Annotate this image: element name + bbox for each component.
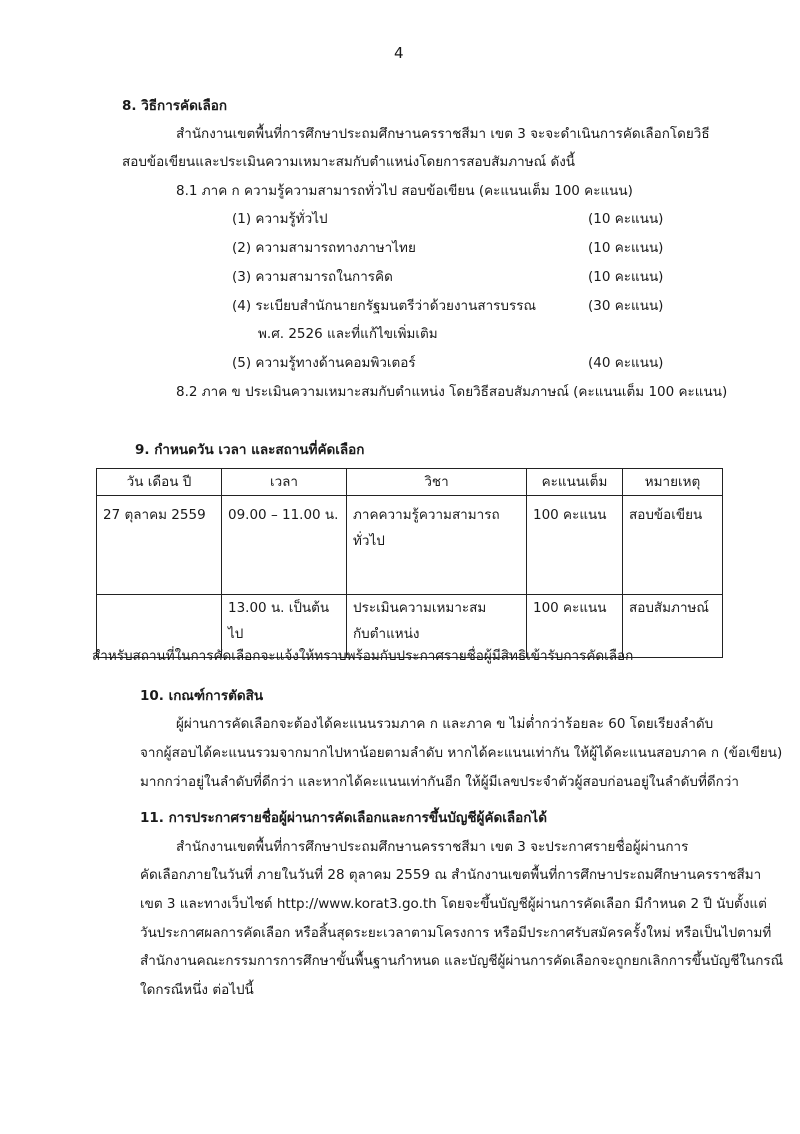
item5-score: (40 คะแนน) [588,355,664,371]
section10-line2: จากผู้สอบได้คะแนนรวมจากมากไปหาน้อยตามลำดับ หากได้คะแนนเท่ากัน ให้ผู้ได้คะแนนสอบภาค ก (ข้อเขียน) [140,745,783,761]
col-score: คะแนนเต็ม [527,469,623,496]
item1-label: (1) ความรู้ทั่วไป [232,211,328,227]
row2-subject-line2: กับตำแหน่ง [353,626,420,642]
schedule-table [96,468,723,658]
row2-note-text: สอบสัมภาษณ์ [629,600,709,616]
item2-label: (2) ความสามารถทางภาษาไทย [232,240,416,256]
item5-label: (5) ความรู้ทางด้านคอมพิวเตอร์ [232,355,416,371]
item2-score: (10 คะแนน) [588,240,664,256]
item1-score: (10 คะแนน) [588,211,664,227]
row1-time [222,496,347,595]
col-subject: วิชา [347,469,527,496]
table-header-row [97,469,723,496]
row1-note-text: สอบข้อเขียน [629,507,703,523]
section8-para-line1: สำนักงานเขตพื้นที่การศึกษาประถมศึกษานครราชสีมา เขต 3 จะจะดำเนินการคัดเลือกโดยวิธี [176,126,710,142]
item4-continuation: พ.ศ. 2526 และที่แก้ไขเพิ่มเติม [258,326,438,342]
row1-subject-line1: ภาคความรู้ความสามารถ [353,507,500,523]
section9-heading: 9. กำหนดวัน เวลา และสถานที่คัดเลือก [135,442,365,458]
section10-line1: ผู้ผ่านการคัดเลือกจะต้องได้คะแนนรวมภาค ก และภาค ข ไม่ต่ำกว่าร้อยละ 60 โดยเรียงลำดับ [176,716,714,732]
row2-subject-line1: ประเมินความเหมาะสม [353,600,487,616]
col-date: วัน เดือน ปี [97,469,222,496]
section11-line5: สำนักงานคณะกรรมการการศึกษาขั้นพื้นฐานกำหนด และบัญชีผู้ผ่านการคัดเลือกจะถูกยกเลิกการขึ้นบัญชีในกรณี [140,953,784,969]
row1-subject [347,496,527,595]
row1-time-text: 09.00 – 11.00 น. [228,507,339,523]
col-note: หมายเหตุ [623,469,723,496]
row1-date-text: 27 ตุลาคม 2559 [103,507,206,523]
section11-line6: ใดกรณีหนึ่ง ต่อไปนี้ [140,982,254,998]
row2-time-text: 13.00 น. เป็นต้นไป [228,600,330,642]
row1-score [527,496,623,595]
item3-label: (3) ความสามารถในการคิด [232,269,393,285]
row1-score-text: 100 คะแนน [533,507,607,523]
row1-subject-line2: ทั่วไป [353,533,385,549]
item3-score: (10 คะแนน) [588,269,664,285]
row2-score-text: 100 คะแนน [533,600,607,616]
page-number: 4 [394,44,404,62]
item4-label: (4) ระเบียบสำนักนายกรัฐมนตรีว่าด้วยงานสารบรรณ [232,298,537,314]
item4-score: (30 คะแนน) [588,298,664,314]
row1-date [97,496,222,595]
section11-heading: 11. การประกาศรายชื่อผู้ผ่านการคัดเลือกและการขึ้นบัญชีผู้คัดเลือกได้ [140,810,547,826]
section11-line3: เขต 3 และทางเว็บไซต์ http://www.korat3.go.th โดยจะขึ้นบัญชีผู้ผ่านการคัดเลือก มีกำหนด 2 ปี นับตั้งแต่ [140,896,767,912]
row2-note [623,595,723,658]
section11-line1: สำนักงานเขตพื้นที่การศึกษาประถมศึกษานครราชสีมา เขต 3 จะประกาศรายชื่อผู้ผ่านการ [176,839,689,855]
section8-heading: 8. วิธีการคัดเลือก [122,98,228,114]
section8-part-a: 8.1 ภาค ก ความรู้ความสามารถทั่วไป สอบข้อเขียน (คะแนนเต็ม 100 คะแนน) [176,183,633,199]
section11-line4: วันประกาศผลการคัดเลือก หรือสิ้นสุดระยะเวลาตามโครงการ หรือมีประกาศรับสมัครครั้งใหม่ หรือเป็นไปตามที่ [140,925,772,941]
section11-line2: คัดเลือกภายในวันที่ ภายในวันที่ 28 ตุลาคม 2559 ณ สำนักงานเขตพื้นที่การศึกษาประถมศึกษานครราชสีมา [140,867,762,883]
section8-para-line2: สอบข้อเขียนและประเมินความเหมาะสมกับตำแหน่งโดยการสอบสัมภาษณ์ ดังนี้ [122,154,576,170]
table-row [97,496,723,595]
section8-part-b: 8.2 ภาค ข ประเมินความเหมาะสมกับตำแหน่ง โดยวิธีสอบสัมภาษณ์ (คะแนนเต็ม 100 คะแนน) [176,384,728,400]
section9-venue-note: สำหรับสถานที่ในการคัดเลือกจะแจ้งให้ทราบพร้อมกับประกาศรายชื่อผู้มีสิทธิเข้ารับการคัดเลือก [92,648,634,664]
section10-line3: มากกว่าอยู่ในลำดับที่ดีกว่า และหากได้คะแนนเท่ากันอีก ให้ผู้มีเลขประจำตัวผู้สอบก่อนอยู่ในลำดับที่ดีกว่า [140,774,739,790]
row1-note [623,496,723,595]
col-time: เวลา [222,469,347,496]
section10-heading: 10. เกณฑ์การตัดสิน [140,688,264,704]
